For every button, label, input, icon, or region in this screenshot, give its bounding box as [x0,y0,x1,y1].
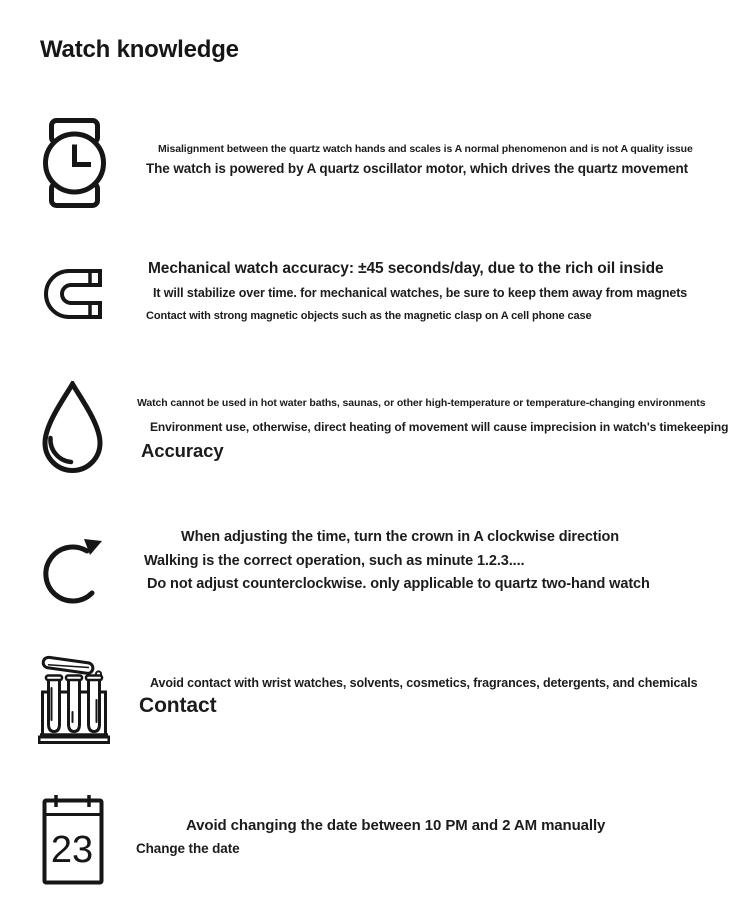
magnet-icon [42,268,103,323]
section-temperature-heading: Accuracy [141,440,224,461]
calendar-day-number: 23 [50,829,94,871]
section-temperature-note: Watch cannot be used in hot water baths, saunas, or other high-temperature or temperature-changing environments [137,397,706,409]
section-magnet-sub: It will stabilize over time. for mechanical watches, be sure to keep them away from magnets [153,286,688,300]
section-chemical-heading: Contact [139,694,217,717]
section-magnet-note: Contact with strong magnetic objects such as the magnetic clasp on A cell phone case [146,310,592,322]
wristwatch-icon [42,118,107,208]
test-tubes-icon [38,648,110,745]
section-crown-sub: Walking is the correct operation, such as minute 1.2.3.... [144,553,525,569]
clockwise-arrow-icon [42,528,108,610]
section-chemical-note: Avoid contact with wrist watches, solvents, cosmetics, fragrances, detergents, and chemicals [150,676,698,690]
section-temperature-sub: Environment use, otherwise, direct heating of movement will cause imprecision in watch's timekeeping [150,420,729,434]
section-quartz-main: The watch is powered by A quartz oscillator motor, which drives the quartz movement [146,161,689,176]
calendar-icon [42,795,104,885]
section-date-sub: Change the date [136,841,240,856]
section-magnet-main: Mechanical watch accuracy: ±45 seconds/day, due to the rich oil inside [148,260,664,277]
section-crown-note: Do not adjust counterclockwise. only applicable to quartz two-hand watch [147,576,650,592]
section-date-main: Avoid changing the date between 10 PM and 2 AM manually [186,817,606,834]
page-title: Watch knowledge [40,36,239,63]
section-quartz-note: Misalignment between the quartz watch hands and scales is A normal phenomenon and is not A quality issue [158,143,693,155]
water-drop-icon [38,381,107,475]
section-crown-main: When adjusting the time, turn the crown in A clockwise direction [181,529,620,545]
